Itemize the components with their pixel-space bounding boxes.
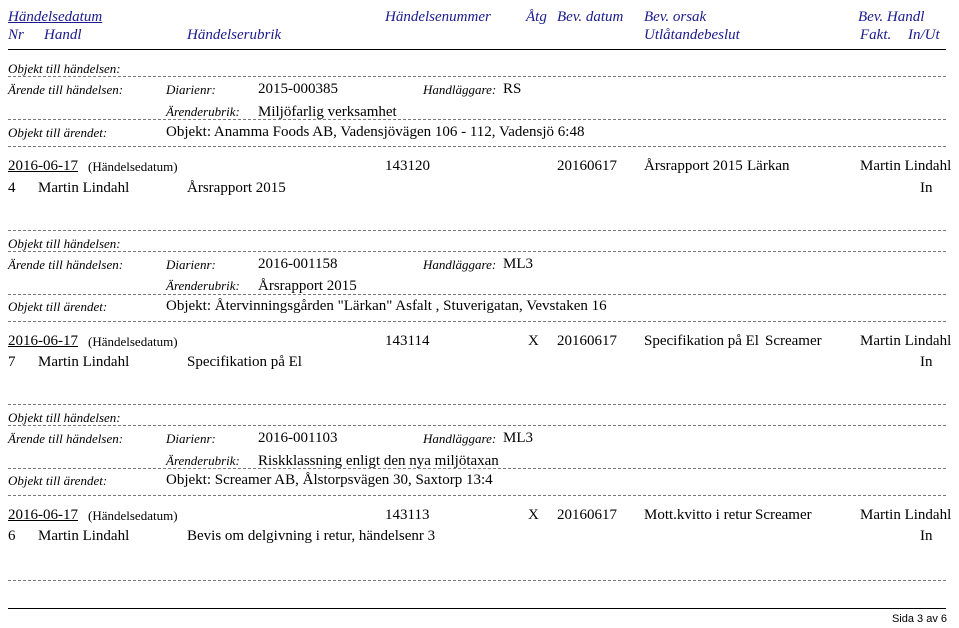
bev-orsak-value: Årsrapport 2015 [644, 158, 743, 174]
footer-divider [8, 608, 946, 609]
arenderubrik-value: Årsrapport 2015 [258, 278, 357, 294]
label-arende-till-handelsen: Ärende till händelsen: [8, 257, 124, 272]
bev-orsak-value: Mott.kvitto i retur [644, 507, 752, 523]
label-diarienr: Diarienr: [166, 257, 216, 272]
divider [8, 294, 946, 295]
divider [8, 76, 946, 77]
record-separator [8, 404, 946, 405]
header-handl: Handl [44, 27, 82, 43]
bev-handl-value: Martin Lindahl [860, 333, 952, 349]
in-ut-value: In [920, 528, 933, 544]
bev-handl-value: Martin Lindahl [860, 507, 952, 523]
handelsedatum-value: 2016-06-17 [8, 507, 78, 523]
label-objekt-till-arendet: Objekt till ärendet: [8, 299, 108, 314]
label-arenderubrik: Ärenderubrik: [166, 278, 240, 293]
diarienr-value: 2015-000385 [258, 81, 338, 97]
handelsedatum-value: 2016-06-17 [8, 158, 78, 174]
header-nr: Nr [8, 27, 24, 43]
objekt-value: Objekt: Anamma Foods AB, Vadensjövägen 106 - 112, Vadensjö 6:48 [166, 124, 585, 140]
atg-value: X [528, 333, 539, 349]
label-diarienr: Diarienr: [166, 431, 216, 446]
handl-value: Martin Lindahl [38, 180, 130, 196]
in-ut-value: In [920, 180, 933, 196]
objekt-value: Objekt: Screamer AB, Ålstorpsvägen 30, Saxtorp 13:4 [166, 472, 493, 488]
record-separator [8, 230, 946, 231]
label-objekt-till-handelsen: Objekt till händelsen: [8, 61, 121, 76]
label-objekt-till-arendet: Objekt till ärendet: [8, 473, 108, 488]
divider [8, 251, 946, 252]
in-ut-value: In [920, 354, 933, 370]
utlatande-value: Screamer [755, 507, 812, 523]
header-bev-orsak: Bev. orsak [644, 9, 707, 25]
bev-datum-value: 20160617 [557, 158, 617, 174]
label-objekt-till-arendet: Objekt till ärendet: [8, 125, 108, 140]
handlaggare-value: ML3 [503, 256, 533, 272]
label-arenderubrik: Ärenderubrik: [166, 104, 240, 119]
handelsenummer-value: 143120 [385, 158, 430, 174]
bev-handl-value: Martin Lindahl [860, 158, 952, 174]
divider [8, 495, 946, 496]
divider [8, 119, 946, 120]
header-fakt: Fakt. [860, 27, 892, 43]
label-handlaggare: Handläggare: [423, 82, 497, 97]
handelsedatum-value: 2016-06-17 [8, 333, 78, 349]
handlaggare-value: ML3 [503, 430, 533, 446]
label-handelsedatum-paren: (Händelsedatum) [88, 508, 178, 523]
label-objekt-till-handelsen: Objekt till händelsen: [8, 236, 121, 251]
nr-value: 7 [8, 354, 16, 370]
divider [8, 425, 946, 426]
record-separator [8, 580, 946, 581]
arenderubrik-value: Riskklassning enligt den nya miljötaxan [258, 453, 499, 469]
label-handelsedatum-paren: (Händelsedatum) [88, 334, 178, 349]
divider [8, 321, 946, 322]
handelsenummer-value: 143114 [385, 333, 430, 349]
label-arende-till-handelsen: Ärende till händelsen: [8, 82, 124, 97]
label-objekt-till-handelsen: Objekt till händelsen: [8, 410, 121, 425]
divider [8, 146, 946, 147]
handelserubrik-value: Specifikation på El [187, 354, 302, 370]
header-bev-datum: Bev. datum [557, 9, 624, 25]
utlatande-value: Lärkan [747, 158, 790, 174]
header-utlatandebeslut: Utlåtandebeslut [644, 27, 740, 43]
bev-datum-value: 20160617 [557, 333, 617, 349]
diarienr-value: 2016-001158 [258, 256, 338, 272]
handelserubrik-value: Bevis om delgivning i retur, händelsenr 3 [187, 528, 436, 544]
label-handlaggare: Handläggare: [423, 431, 497, 446]
handlaggare-value: RS [503, 81, 522, 97]
nr-value: 6 [8, 528, 16, 544]
utlatande-value: Screamer [765, 333, 822, 349]
header-handelsenummer: Händelsenummer [385, 9, 491, 25]
arenderubrik-value: Miljöfarlig verksamhet [258, 104, 397, 120]
page-number: Sida 3 av 6 [891, 613, 947, 625]
bev-orsak-value: Specifikation på El [644, 333, 759, 349]
label-handlaggare: Handläggare: [423, 257, 497, 272]
header-divider [8, 49, 946, 50]
handl-value: Martin Lindahl [38, 528, 130, 544]
label-arenderubrik: Ärenderubrik: [166, 453, 240, 468]
diarienr-value: 2016-001103 [258, 430, 338, 446]
atg-value: X [528, 507, 539, 523]
label-handelsedatum-paren: (Händelsedatum) [88, 159, 178, 174]
nr-value: 4 [8, 180, 16, 196]
label-arende-till-handelsen: Ärende till händelsen: [8, 431, 124, 446]
header-handelsedatum: Händelsedatum [8, 9, 103, 25]
header-bev-handl: Bev. Handl [858, 9, 925, 25]
handelsenummer-value: 143113 [385, 507, 430, 523]
label-diarienr: Diarienr: [166, 82, 216, 97]
handelserubrik-value: Årsrapport 2015 [187, 180, 286, 196]
bev-datum-value: 20160617 [557, 507, 617, 523]
header-in-ut: In/Ut [908, 27, 940, 43]
handl-value: Martin Lindahl [38, 354, 130, 370]
divider [8, 468, 946, 469]
header-handelserubrik: Händelserubrik [187, 27, 282, 43]
objekt-value: Objekt: Återvinningsgården "Lärkan" Asfalt , Stuverigatan, Vevstaken 16 [166, 298, 607, 314]
header-atg: Åtg [526, 9, 547, 25]
